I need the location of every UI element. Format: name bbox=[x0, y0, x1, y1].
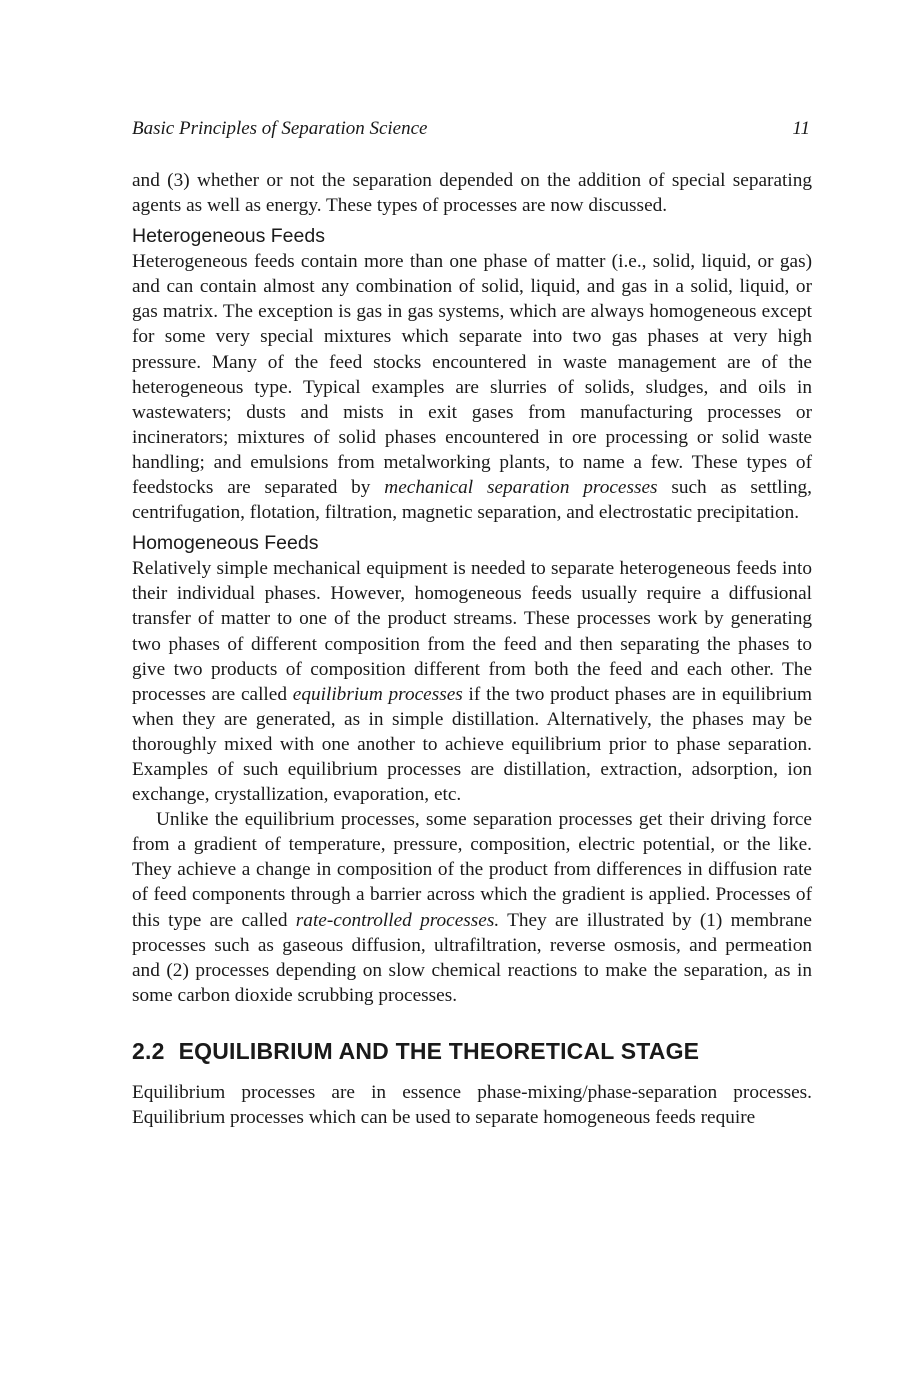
italic-term: equilibrium processes bbox=[292, 683, 463, 705]
section-paragraph: Equilibrium processes are in essence phase-mixing/phase-separation processes. Equilibrium processes which can be used to separate homogeneous feeds require bbox=[132, 1081, 812, 1128]
page-number: 11 bbox=[792, 118, 810, 139]
section-heading bbox=[132, 1036, 812, 1066]
italic-term: rate-controlled processes. bbox=[295, 909, 500, 931]
continuation-paragraph: and (3) whether or not the separation depended on the addition of special separating agents as well as energy. These types of processes are now discussed. bbox=[132, 170, 812, 217]
rate-controlled-paragraph bbox=[132, 807, 812, 1008]
running-title: Basic Principles of Separation Science bbox=[132, 118, 428, 139]
text-run: such as settling, centrifugation, flotation, filtration, magnetic separation, and electrostatic precipitation. bbox=[132, 477, 812, 524]
homogeneous-feeds-paragraph bbox=[132, 556, 812, 807]
text-run: if the two product phases are in equilibrium when they are generated, as in simple distillation. Alternatively, the phases may be thoroughly mixed with one another to achieve equilibrium prior to phase separation. Examples of such equilibrium processes are distillation, extraction, adsorption, ion exchange, crystallization, evaporation, etc. bbox=[132, 683, 812, 806]
text-run: Heterogeneous feeds contain more than one phase of matter (i.e., solid, liquid, or gas) and can contain almost any combination of solid, liquid, and gas in a solid, liquid, or gas matrix. The exception is gas in gas systems, which are always homogeneous except for some very special mixtures which separate into two gas phases at very high pressure. Many of the feed stocks encountered in waste management are of the heterogeneous type. Typical examples are slurries of solids, sludges, and oils in wastewaters; dusts and mists in exit gases from manufacturing processes or incinerators; mixtures of solid phases encountered in ore processing or solid waste handling; and emulsions from metalworking plants, to name a few. These types of feedstocks are separated by bbox=[132, 251, 812, 499]
body-text bbox=[132, 168, 812, 1130]
text-run: They are illustrated by (1) membrane processes such as gaseous diffusion, ultrafiltration, reverse osmosis, and permeation and (2) processes depending on slow chemical reactions to make the separation, as in some carbon dioxide scrubbing processes. bbox=[132, 909, 812, 1006]
heterogeneous-feeds-heading: Heterogeneous Feeds bbox=[132, 225, 325, 248]
running-header bbox=[132, 117, 812, 141]
text-run: Unlike the equilibrium processes, some separation processes get their driving force from a gradient of temperature, pressure, composition, electric potential, or the like. They achieve a change in composition of the product from differences in diffusion rate of feed components through a barrier across which the gradient is applied. Processes of this type are called bbox=[132, 809, 812, 931]
section-number: 2.2 bbox=[132, 1037, 165, 1064]
heterogeneous-feeds-paragraph bbox=[132, 249, 812, 525]
text-run: Relatively simple mechanical equipment is needed to separate heterogeneous feeds into their individual phases. However, homogeneous feeds usually require a diffusional transfer of matter to one of the product streams. These processes work by generating two phases of different composition from the feed and then separating the phases to give two products of composition different from both the feed and each other. The processes are called bbox=[132, 558, 812, 705]
homogeneous-feeds-heading: Homogeneous Feeds bbox=[132, 532, 319, 555]
section-title: EQUILIBRIUM AND THE THEORETICAL STAGE bbox=[178, 1037, 700, 1064]
italic-term: mechanical separation processes bbox=[384, 477, 658, 499]
